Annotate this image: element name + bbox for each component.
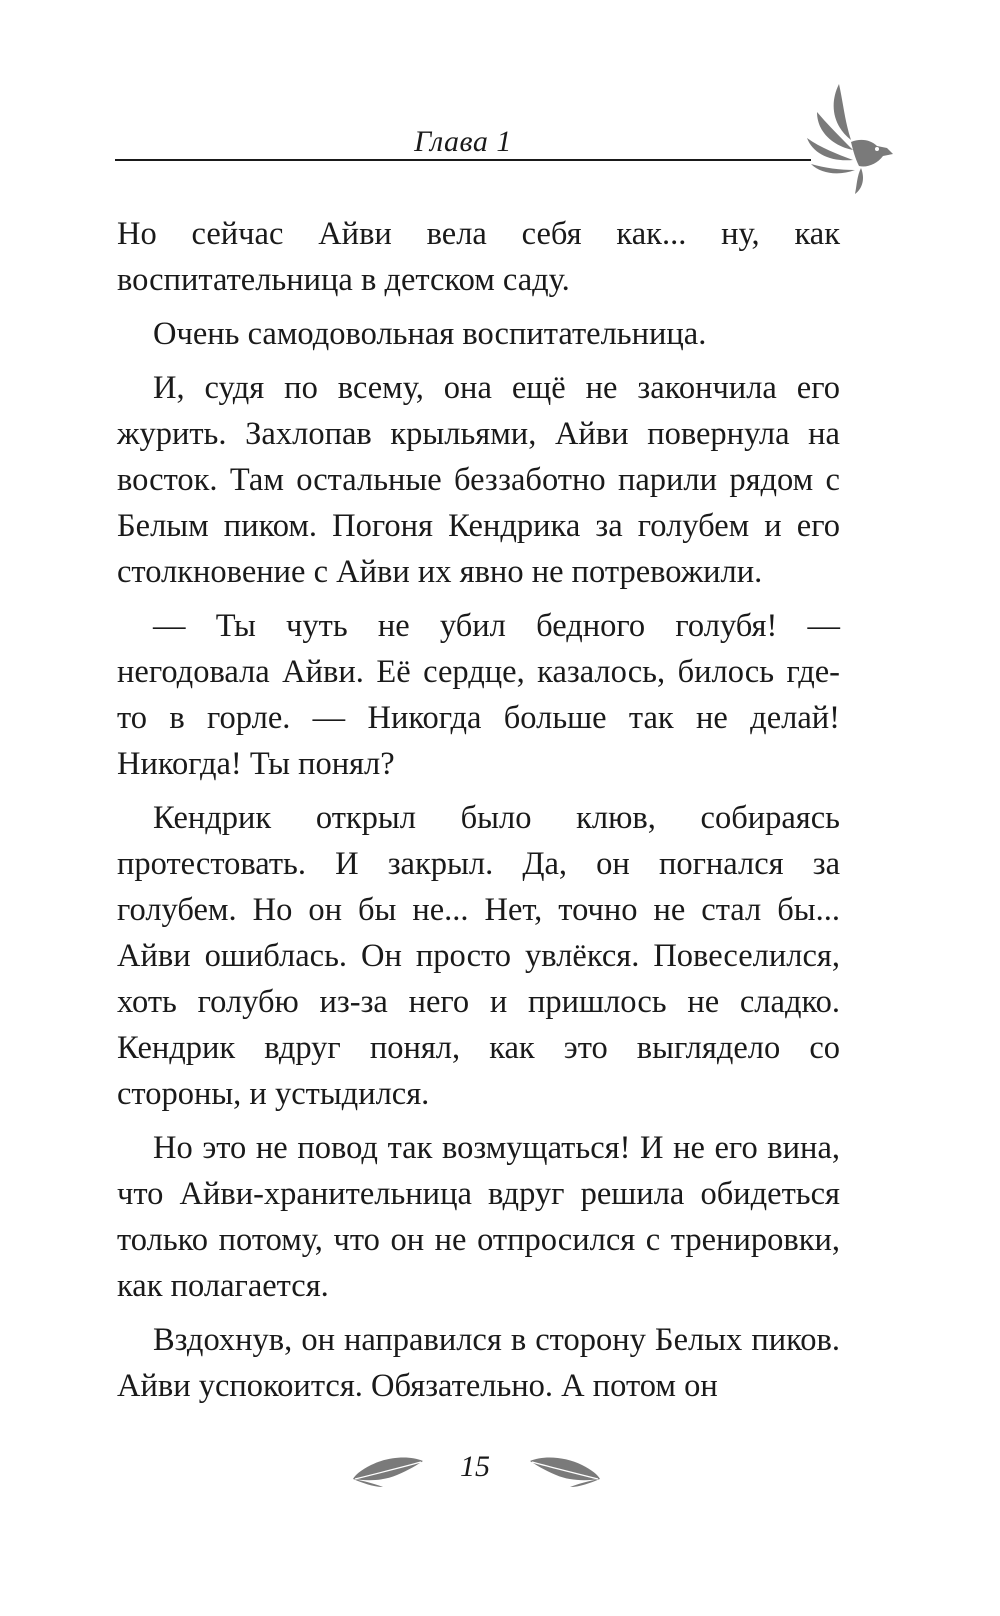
chapter-title: Глава 1	[414, 125, 512, 158]
paragraph: Вздохнув, он направился в сторону Белых пиков. Айви успокоится. Обязательно. А потом он	[117, 1322, 840, 1404]
body-text	[117, 211, 840, 1417]
paragraph: — Ты чуть не убил бедного голубя! — негодовала Айви. Её сердце, казалось, билось где-то в горле. — Никогда больше так не делай! Никогда! Ты понял?	[117, 608, 840, 782]
page-footer	[0, 1440, 1000, 1520]
page-number: 15	[460, 1450, 490, 1483]
paragraph: Очень самодовольная воспитательница.	[153, 316, 707, 352]
paragraph: Но сейчас Айви вела себя как... ну, как воспитательница в детском саду.	[117, 216, 840, 298]
paragraph: Кендрик открыл было клюв, собираясь протестовать. И закрыл. Да, он погнался за голубем. Но он бы не... Нет, точно не стал бы... Айви ошиблась. Он просто увлёкся. Повеселился, хоть голубю из-за него и пришлось не сладко. Кендрик вдруг понял, как это выглядело со стороны, и устыдился.	[117, 800, 840, 1112]
paragraph: Но это не повод так возмущаться! И не его вина, что Айви-хранительница вдруг решила обидеться только потому, что он не отпросился с тренировки, как полагается.	[117, 1130, 840, 1304]
feather-icon	[528, 1453, 600, 1489]
eagle-wing-icon	[805, 82, 905, 197]
running-header	[0, 0, 1000, 200]
header-rule	[115, 159, 811, 161]
paragraph: И, судя по всему, она ещё не закончила его журить. Захлопав крыльями, Айви повернула на восток. Там остальные беззаботно парили рядом с Белым пиком. Погоня Кендрика за голубем и его столкновение с Айви их явно не потревожили.	[117, 370, 840, 590]
